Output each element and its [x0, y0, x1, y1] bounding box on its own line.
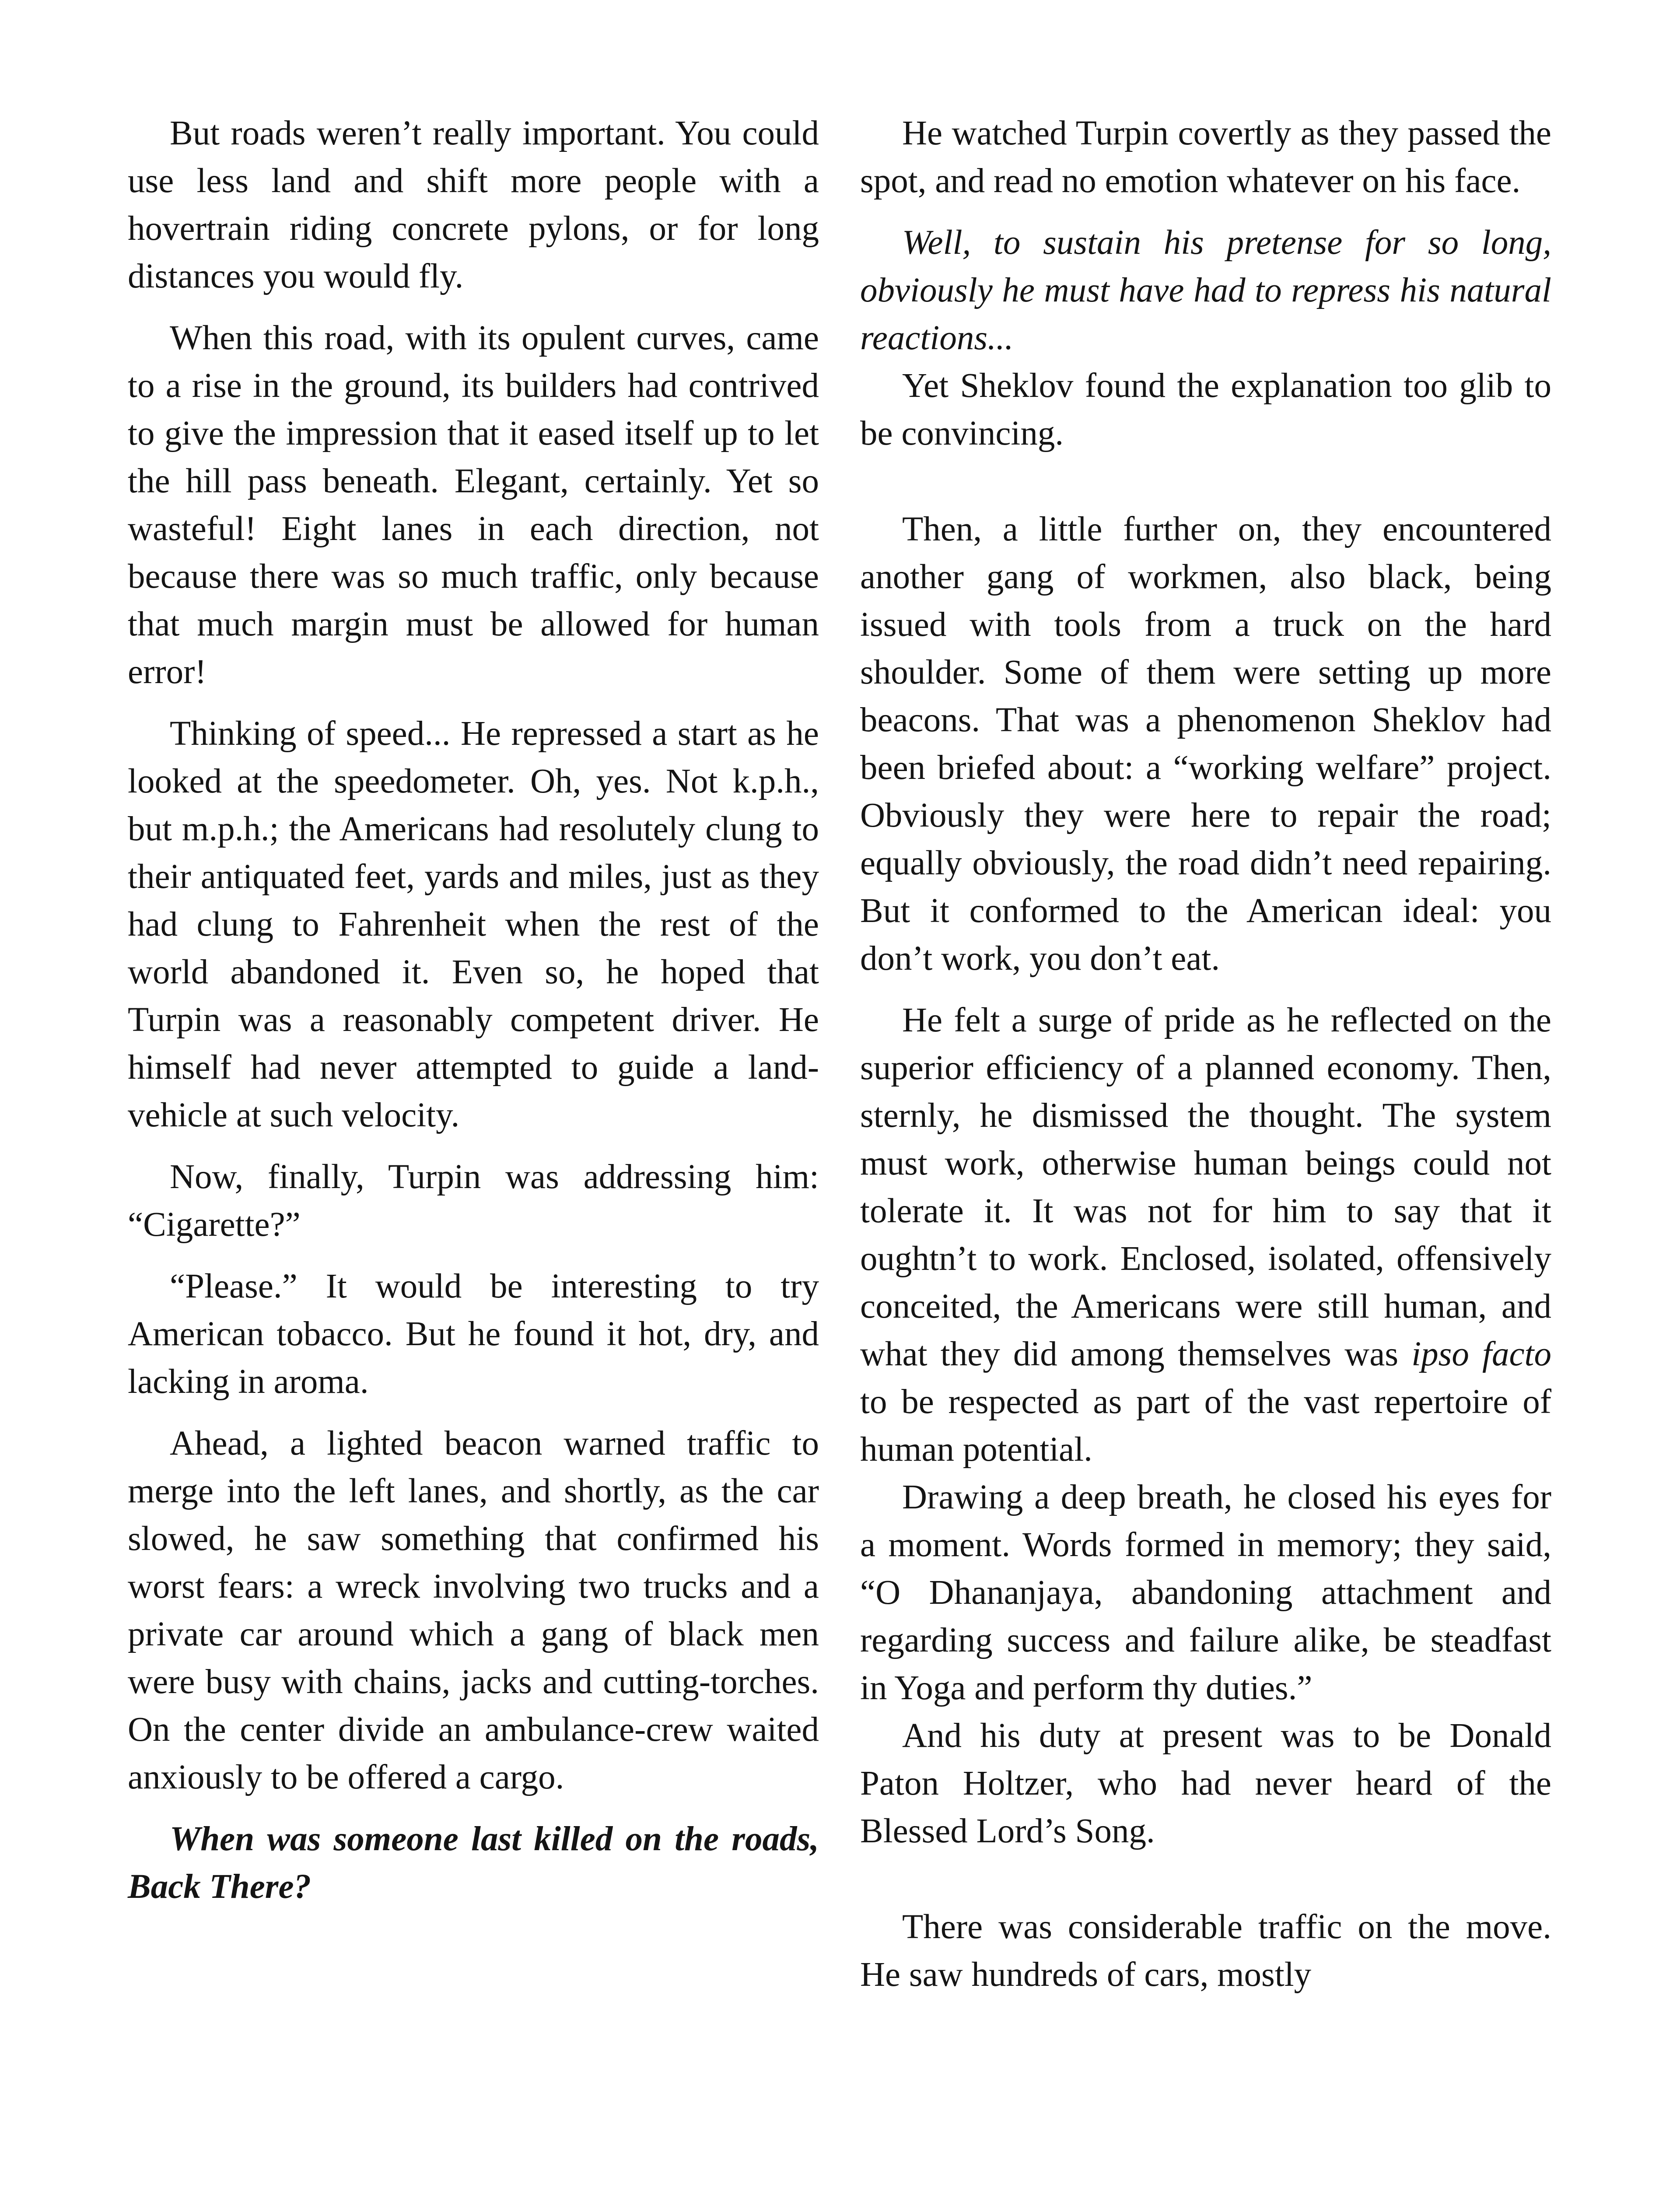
- italic-phrase: ipso facto: [1411, 1335, 1551, 1373]
- left-column: [128, 109, 819, 1925]
- paragraph: But roads weren’t really important. You could use less land and shift more people with a hovertrain riding concrete pylons, or for long distances you would fly.: [128, 114, 819, 295]
- text-run: to be respected as part of the vast repertoire of human potential.: [860, 1383, 1551, 1469]
- italic-paragraph: When was someone last killed on the roads, Back There?: [128, 1820, 819, 1906]
- paragraph: Then, a little further on, they encountered another gang of workmen, also black, being issued with tools from a truck on the hard shoulder. Some of them were setting up more beacons. That was a phenomenon Sheklov had been briefed about: a “working welfare” project. Obviously they were here to repair the road; equally obviously, the road didn’t need repairing. But it conformed to the American ideal: you don’t work, you don’t eat.: [860, 510, 1551, 978]
- paragraph: [860, 996, 1551, 1473]
- paragraph: Yet Sheklov found the explanation too glib to be convincing.: [860, 367, 1551, 452]
- paragraph: He watched Turpin covertly as they passed the spot, and read no emotion whatever on his face.: [860, 114, 1551, 200]
- right-column: [860, 109, 1551, 2013]
- paragraph: And his duty at present was to be Donald Paton Holtzer, who had never heard of the Blessed Lord’s Song.: [860, 1717, 1551, 1850]
- paragraph: There was considerable traffic on the move. He saw hundreds of cars, mostly: [860, 1908, 1551, 1994]
- paragraph: When this road, with its opulent curves, came to a rise in the ground, its builders had contrived to give the impression that it eased itself up to let the hill pass beneath. Elegant, certainly. Yet so wasteful! Eight lanes in each direction, not because there was so much traffic, only because that much margin must be allowed for human error!: [128, 319, 819, 691]
- italic-paragraph: Well, to sustain his pretense for so long, obviously he must have had to repress his natural reactions...: [860, 224, 1551, 357]
- paragraph: Now, finally, Turpin was addressing him: “Cigarette?”: [128, 1158, 819, 1244]
- paragraph: Drawing a deep breath, he closed his eyes for a moment. Words formed in memory; they said, “O Dhananjaya, abandoning attachment and regarding success and failure alike, be steadfast in Yoga and perform thy duties.”: [860, 1478, 1551, 1707]
- paragraph: “Please.” It would be interesting to try American tobacco. But he found it hot, dry, and lacking in aroma.: [128, 1267, 819, 1401]
- paragraph: Thinking of speed... He repressed a start as he looked at the speedometer. Oh, yes. Not k.p.h., but m.p.h.; the Americans had resolutely clung to their antiquated feet, yards and miles, just as they had clung to Fahrenheit when the rest of the world abandoned it. Even so, he hoped that Turpin was a reasonably competent driver. He himself had never attempted to guide a land-vehicle at such velocity.: [128, 715, 819, 1134]
- text-run: He felt a surge of pride as he reflected on the superior efficiency of a planned economy. Then, sternly, he dismissed the thought. The system must work, otherwise human beings could not tolerate it. It was not for him to say that it oughtn’t to work. Enclosed, isolated, offensively conceited, the Americans were still human, and what they did among themselves was: [860, 1001, 1551, 1373]
- paragraph: Ahead, a lighted beacon warned traffic to merge into the left lanes, and shortly, as the car slowed, he saw something that confirmed his worst fears: a wreck involving two trucks and a private car around which a gang of black men were busy with chains, jacks and cutting-torches. On the center divide an ambulance-crew waited anxiously to be offered a cargo.: [128, 1424, 819, 1796]
